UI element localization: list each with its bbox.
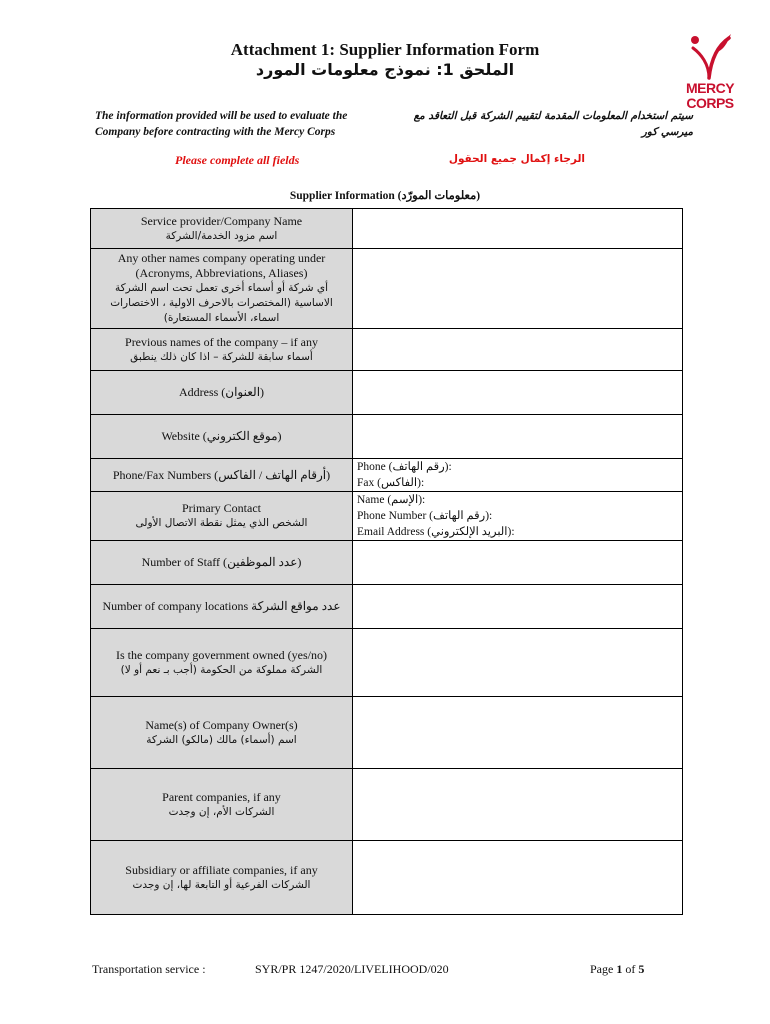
- fax-field[interactable]: Fax (الفاكس):: [357, 477, 425, 489]
- label-en: Previous names of the company – if any: [125, 334, 318, 349]
- label-ar: الشخص الذي يمثل نقطة الاتصال الأولى: [135, 517, 308, 529]
- label-other-names: [91, 249, 353, 329]
- label-address: [91, 371, 353, 415]
- label-en: Website (موقع الكتروني): [161, 429, 282, 443]
- page-prefix: Page: [590, 962, 617, 976]
- website-field[interactable]: [353, 415, 683, 459]
- label-ar: الشركات الأم، إن وجدت: [168, 805, 275, 818]
- phone-field[interactable]: Phone (رقم الهاتف):: [357, 461, 452, 473]
- label-owners: [91, 697, 353, 769]
- table-row: [91, 541, 683, 585]
- table-row: [91, 492, 683, 541]
- label-ar: اسم مزود الخدمة/الشركة: [165, 229, 278, 242]
- contact-name-field[interactable]: Name (الإسم):: [357, 494, 426, 506]
- contact-phone-field[interactable]: Phone Number (رقم الهاتف):: [357, 510, 493, 522]
- label-en: Service provider/Company Name: [140, 213, 303, 228]
- page-total: 5: [638, 962, 645, 976]
- table-row: [91, 371, 683, 415]
- address-field[interactable]: [353, 371, 683, 415]
- label-en: Number of company locations عدد مواقع الشركة: [102, 599, 341, 613]
- label-ar: الشركة مملوكة من الحكومة (أجب بـ نعم أو لا): [120, 663, 323, 676]
- label-previous-names: [91, 329, 353, 371]
- label-en: Number of Staff (عدد الموظفين): [141, 555, 302, 569]
- label-primary-contact: [91, 492, 353, 541]
- section-title: Supplier Information (معلومات المورّد): [289, 190, 481, 202]
- label-en: Name(s) of Company Owner(s): [145, 717, 298, 732]
- owners-field[interactable]: [353, 697, 683, 769]
- label-en: Primary Contact: [182, 501, 261, 515]
- complete-all-fields-english: Please complete all fields: [175, 153, 300, 167]
- label-staff: [91, 541, 353, 585]
- label-phone-fax: [91, 459, 353, 492]
- label-subsidiary: [91, 841, 353, 915]
- table-row: [91, 329, 683, 371]
- table-row: [91, 697, 683, 769]
- leaf-icon: [687, 30, 733, 80]
- staff-field[interactable]: [353, 541, 683, 585]
- intro-text-arabic: سيتم استخدام المعلومات المقدمة لتقييم الشركة قبل التعاقد مع ميرسي كور: [413, 110, 693, 138]
- locations-field[interactable]: [353, 585, 683, 629]
- table-row: [91, 249, 683, 329]
- table-row: [91, 459, 683, 492]
- label-locations: [91, 585, 353, 629]
- subsidiary-field[interactable]: [353, 841, 683, 915]
- footer-service: Transportation service :: [92, 962, 206, 976]
- contact-email-field[interactable]: Email Address (البريد الإلكتروني):: [357, 526, 515, 538]
- label-gov-owned: [91, 629, 353, 697]
- label-ar: اسم (أسماء) مالك (مالكو) الشركة: [146, 733, 297, 746]
- label-en: Phone/Fax Numbers (أرقام الهاتف / الفاكس): [112, 467, 331, 482]
- form-title-arabic: الملحق 1: نموذج معلومات المورد: [255, 60, 515, 79]
- footer-reference: SYR/PR 1247/2020/LIVELIHOOD/020: [255, 962, 449, 976]
- other-names-field[interactable]: [353, 249, 683, 329]
- parent-field[interactable]: [353, 769, 683, 841]
- table-row: [91, 585, 683, 629]
- phone-fax-cell: [353, 459, 683, 492]
- page-of: of: [622, 962, 639, 976]
- table-row: [91, 629, 683, 697]
- label-en: Address (العنوان): [178, 385, 265, 399]
- label-ar: أي شركة أو أسماء أخرى تعمل تحت اسم الشركة الاساسية (المختصرات بالاحرف الاولية ، الاختصارات اسماء، الأسماء المستعارة): [110, 282, 333, 324]
- logo-text-mercy: MERCY: [685, 80, 735, 96]
- mercy-corps-logo: [680, 30, 740, 110]
- label-ar: الشركات الفرعية أو التابعة لها، إن وجدت: [132, 878, 311, 891]
- title-block: [0, 40, 770, 80]
- label-en: Is the company government owned (yes/no): [116, 647, 327, 662]
- table-row: [91, 209, 683, 249]
- complete-all-fields-arabic: الرجاء إكمال جميع الحقول: [448, 153, 585, 165]
- primary-contact-cell: [353, 492, 683, 541]
- label-website: [91, 415, 353, 459]
- gov-owned-field[interactable]: [353, 629, 683, 697]
- intro-text-english: The information provided will be used to evaluate the Company before contracting with the Mercy Corps: [95, 110, 348, 138]
- table-row: [91, 769, 683, 841]
- company-name-field[interactable]: [353, 209, 683, 249]
- label-company-name: [91, 209, 353, 249]
- label-parent: [91, 769, 353, 841]
- previous-names-field[interactable]: [353, 329, 683, 371]
- table-row: [91, 415, 683, 459]
- supplier-info-table: [90, 208, 683, 915]
- table-row: [91, 841, 683, 915]
- page-current: 1: [616, 962, 623, 976]
- label-en: Subsidiary or affiliate companies, if any: [125, 862, 318, 877]
- label-ar: أسماء سابقة للشركة – اذا كان ذلك ينطبق: [130, 350, 313, 363]
- label-en: Parent companies, if any: [162, 789, 281, 804]
- logo-text-corps: CORPS: [686, 95, 734, 111]
- form-title: Attachment 1: Supplier Information Form: [230, 40, 540, 59]
- label-en: Any other names company operating under (Acronyms, Abbreviations, Aliases): [117, 251, 326, 280]
- page-number: [590, 962, 644, 977]
